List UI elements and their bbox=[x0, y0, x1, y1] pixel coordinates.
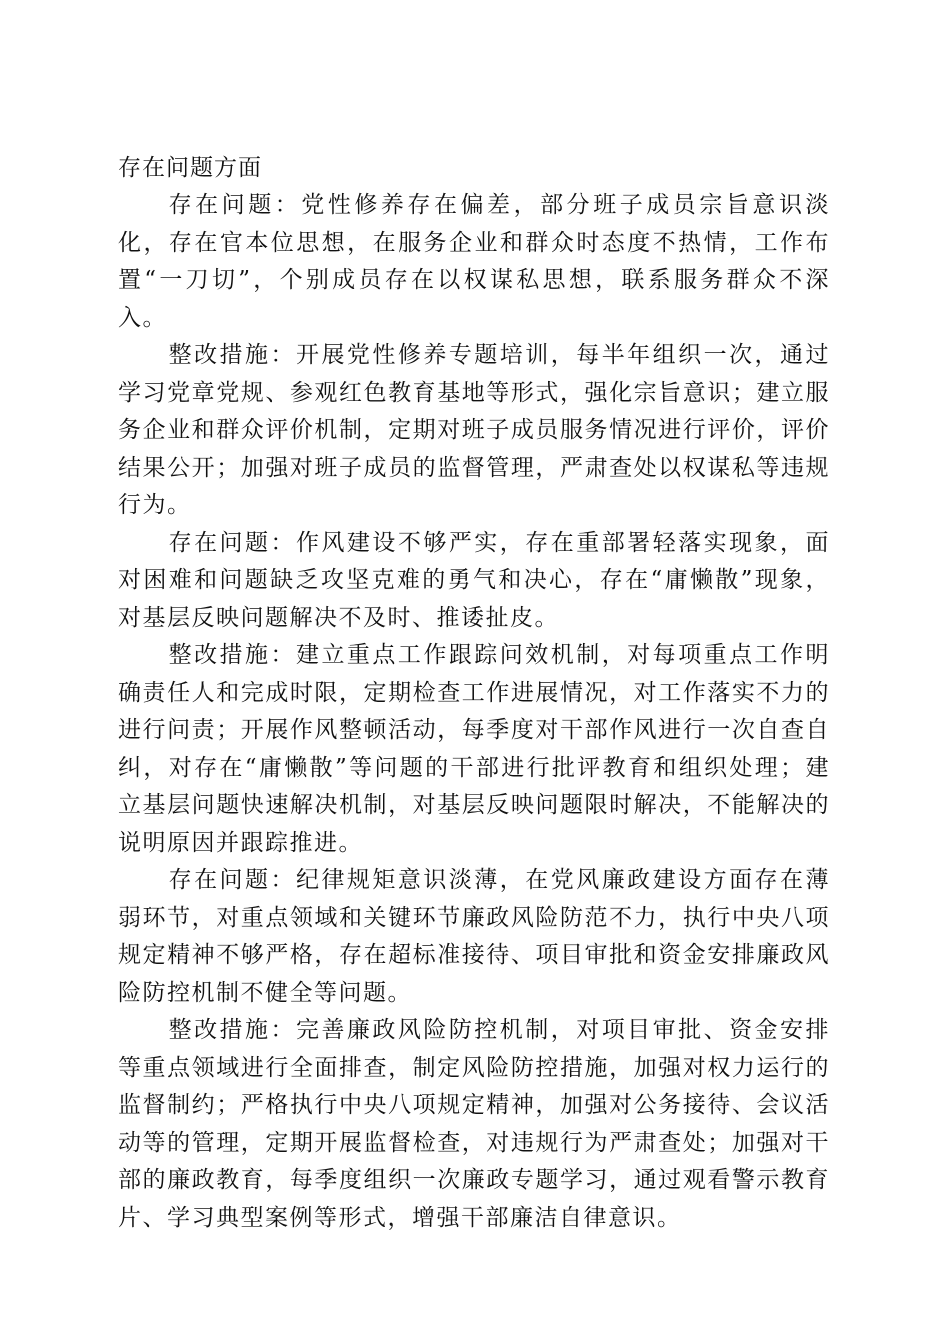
paragraph-measure-1: 整改措施：开展党性修养专题培训，每半年组织一次，通过学习党章党规、参观红色教育基地等形式，强化宗旨意识；建立服务企业和群众评价机制，定期对班子成员服务情况进行评价，评价结果公开；加强对班子成员的监督管理，严肃查处以权谋私等违规行为。 bbox=[118, 342, 830, 518]
paragraph-measure-2: 整改措施：建立重点工作跟踪问效机制，对每项重点工作明确责任人和完成时限，定期检查工作进展情况，对工作落实不力的进行问责；开展作风整顿活动，每季度对干部作风进行一次自查自纠，对存在“庸懒散”等问题的干部进行批评教育和组织处理；建立基层问题快速解决机制，对基层反映问题限时解决，不能解决的说明原因并跟踪推进。 bbox=[118, 642, 830, 856]
document-page bbox=[118, 150, 830, 1237]
paragraph-measure-3: 整改措施：完善廉政风险防控机制，对项目审批、资金安排等重点领域进行全面排查，制定风险防控措施，加强对权力运行的监督制约；严格执行中央八项规定精神，加强对公务接待、会议活动等的管理，定期开展监督检查，对违规行为严肃查处；加强对干部的廉政教育，每季度组织一次廉政专题学习，通过观看警示教育片、学习典型案例等形式，增强干部廉洁自律意识。 bbox=[118, 1017, 830, 1231]
paragraph-problem-2: 存在问题：作风建设不够严实，存在重部署轻落实现象，面对困难和问题缺乏攻坚克难的勇气和决心，存在“庸懒散”现象，对基层反映问题解决不及时、推诿扯皮。 bbox=[118, 529, 830, 631]
section-heading: 存在问题方面 bbox=[118, 155, 262, 181]
paragraph-problem-1: 存在问题：党性修养存在偏差，部分班子成员宗旨意识淡化，存在官本位思想，在服务企业和群众时态度不热情，工作布置“一刀切”，个别成员存在以权谋私思想，联系服务群众不深入。 bbox=[118, 192, 830, 331]
paragraph-problem-3: 存在问题：纪律规矩意识淡薄，在党风廉政建设方面存在薄弱环节，对重点领域和关键环节廉政风险防范不力，执行中央八项规定精神不够严格，存在超标准接待、项目审批和资金安排廉政风险防控机制不健全等问题。 bbox=[118, 867, 830, 1006]
